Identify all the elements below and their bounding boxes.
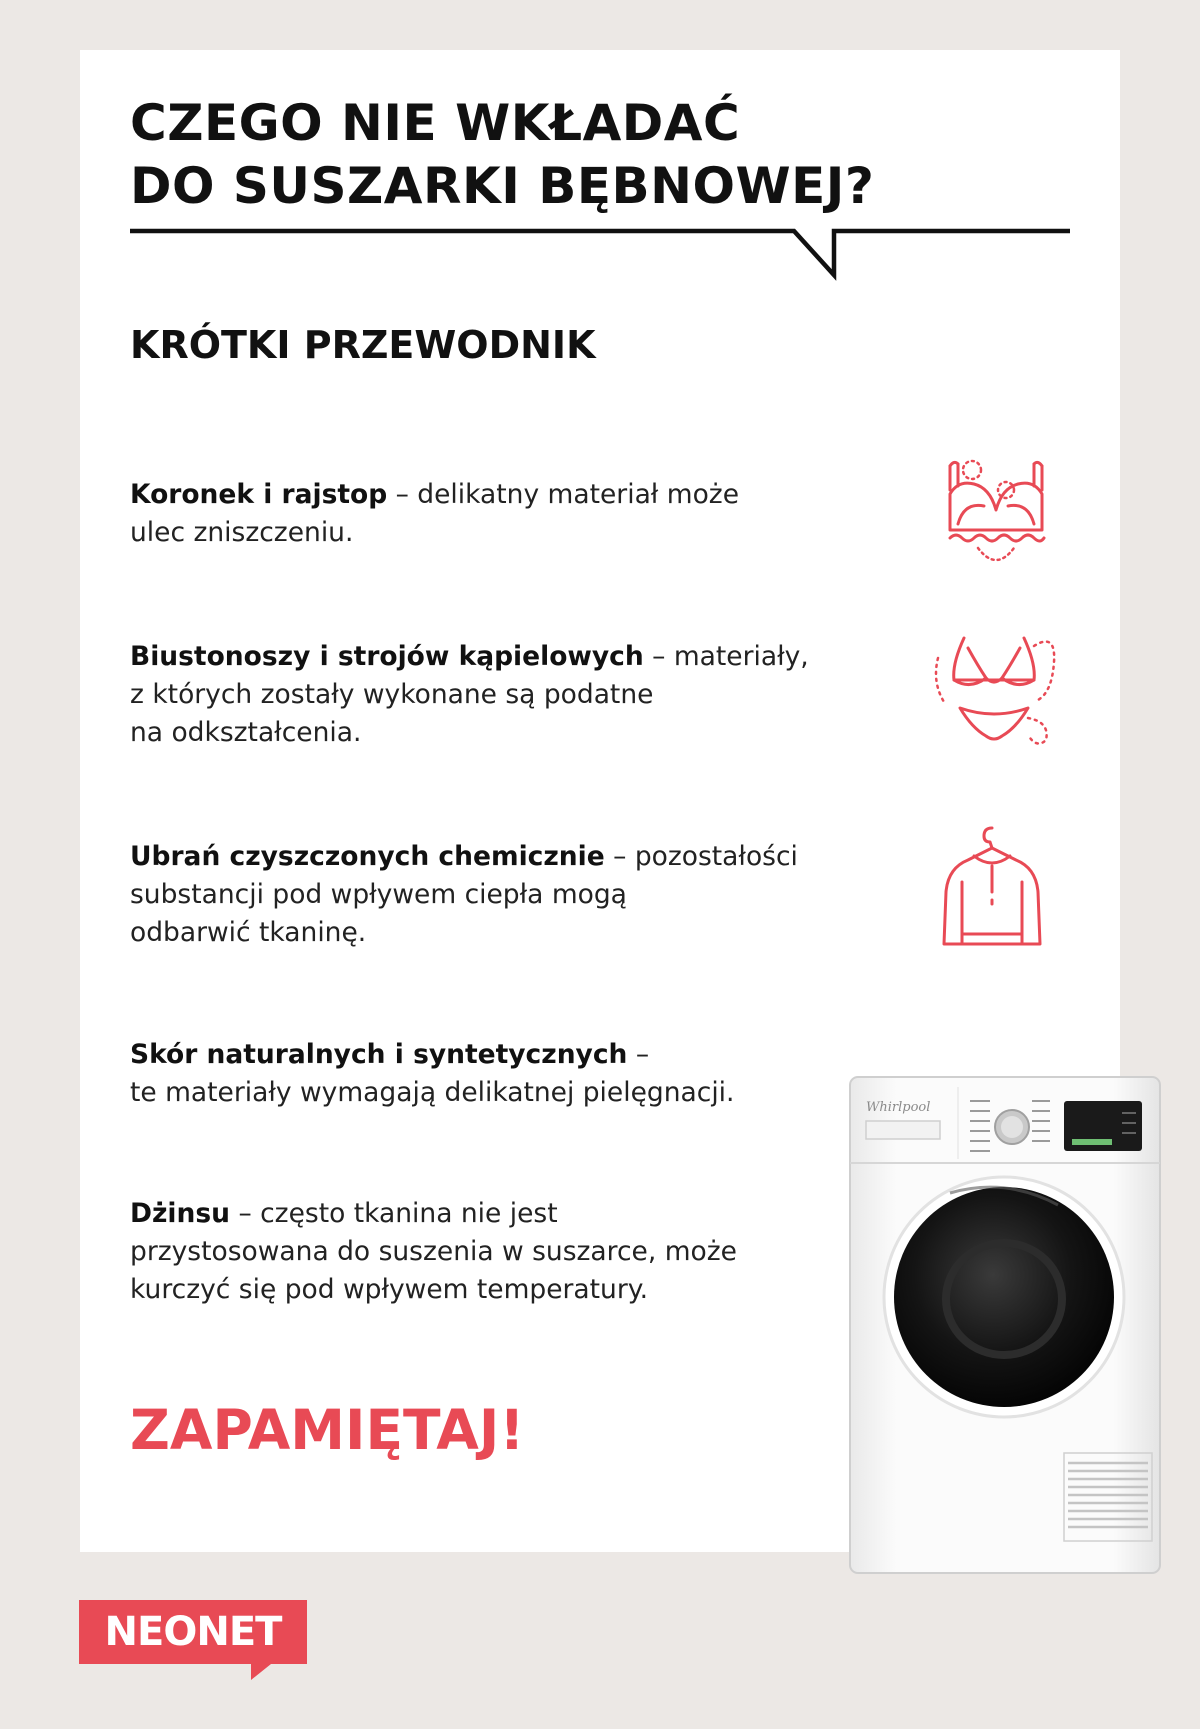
item-heading: Ubrań czyszczonych chemicznie (130, 841, 605, 872)
list-item: Biustonoszy i strojów kąpielowych – materiały, z których zostały wykonane są podatne na odkształcenia. (130, 641, 809, 748)
remember-heading: ZAPAMIĘTAJ! (130, 1398, 525, 1462)
item-heading: Dżinsu (130, 1198, 231, 1229)
list-item: Ubrań czyszczonych chemicznie – pozostałości substancji pod wpływem ciepła mogą odbarwić tkaninę. (130, 841, 798, 948)
tumble-dryer-image (846, 1073, 1164, 1577)
subtitle: KRÓTKI PRZEWODNIK (130, 323, 596, 367)
speech-bubble-underline (130, 222, 1076, 282)
list-item: Koronek i rajstop – delikatny materiał może ulec zniszczeniu. (130, 479, 740, 548)
title-line-2: DO SUSZARKI BĘBNOWEJ? (130, 157, 875, 215)
bikini-icon (934, 632, 1058, 750)
item-heading: Biustonoszy i strojów kąpielowych (130, 641, 644, 672)
title-line-1: CZEGO NIE WKŁADAĆ (130, 94, 741, 152)
item-heading: Skór naturalnych i syntetycznych (130, 1039, 628, 1070)
brand-label: Whirlpool (866, 1100, 931, 1115)
item-heading: Koronek i rajstop (130, 479, 388, 510)
neonet-logo (79, 1600, 309, 1680)
list-item: Skór naturalnych i syntetycznych – te materiały wymagają delikatnej pielęgnacji. (130, 1039, 735, 1108)
logo-text: NEONET (104, 1609, 282, 1655)
page-title (130, 92, 874, 218)
lace-lingerie-icon (944, 458, 1048, 570)
dry-cleaned-jacket-icon (940, 822, 1044, 946)
list-item: Dżinsu – często tkanina nie jest przystosowana do suszenia w suszarce, może kurczyć się pod wpływem temperatury. (130, 1198, 737, 1305)
